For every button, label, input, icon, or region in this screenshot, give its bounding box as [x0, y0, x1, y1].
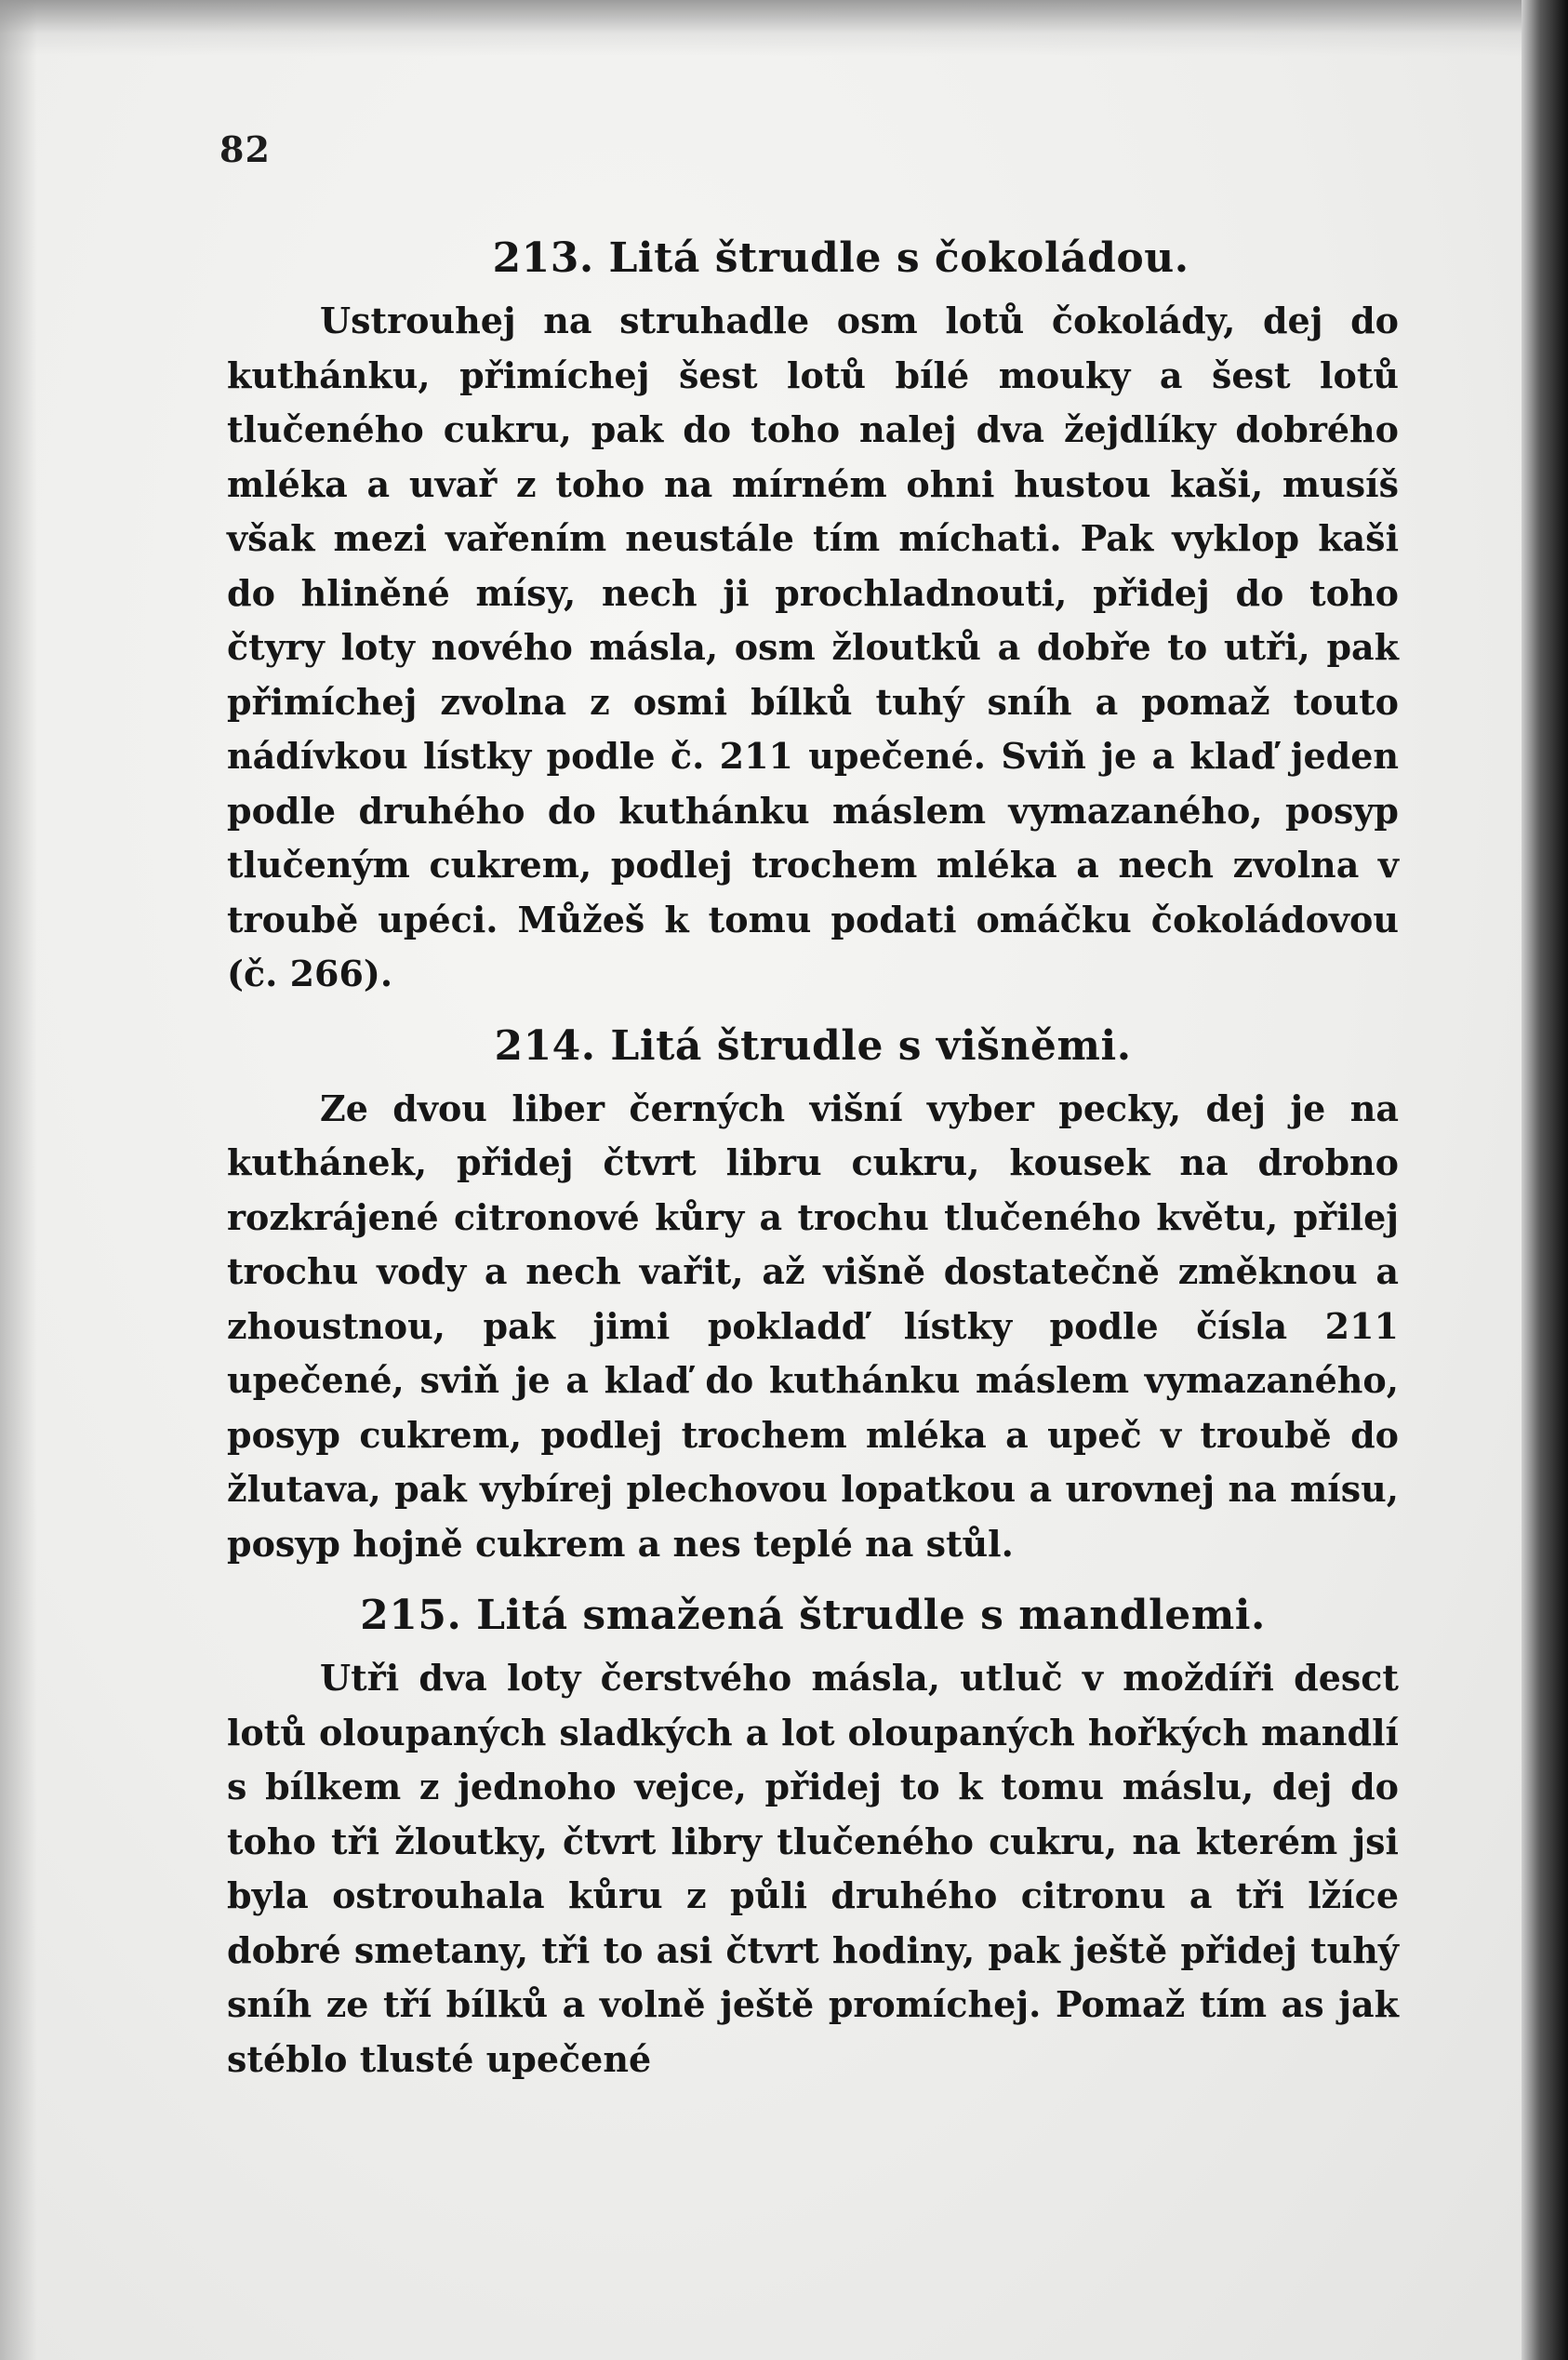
- page-content: [227, 231, 1399, 2103]
- page-right-edge-shadow: [1521, 0, 1568, 2360]
- recipe-215-text: Utři dva loty čerstvého másla, utluč v moždíři desct lotů oloupaných sladkých a lot oloupaných hořkých mandlí s bílkem z jednoho vejce, přidej to k tomu máslu, dej do toho tři žloutky, čtvrt libry tlučeného cukru, na kterém jsi byla ostrouhala kůru z půli druhého citronu a tři lžíce dobré smetany, tři to asi čtvrt hodiny, pak ještě přidej tuhý sníh ze tří bílků a volně ještě promíchej. Pomaž tím as jak stéblo tlusté upečené: [227, 1657, 1399, 2080]
- page-number: 82: [219, 128, 271, 170]
- recipe-214-title: 214. Litá štrudle s višněmi.: [494, 1021, 1132, 1070]
- recipe-215-title: 215. Litá smažená štrudle s mandlemi.: [360, 1592, 1266, 1639]
- recipe-213-title: 213. Litá štrudle s čokoládou.: [492, 234, 1189, 282]
- recipe-213-text: Ustrouhej na struhadle osm lotů čokolády, dej do kuthánku, přimíchej šest lotů bílé mouky a šest lotů tlučeného cukru, pak do toho nalej dva žejdlíky dobrého mléka a uvař z toho na mírném ohni hustou kaši, musíš však mezi vařením neustále tím míchati. Pak vyklop kaši do hliněné mísy, nech ji prochladnouti, přidej do toho čtyry loty nového másla, osm žloutků a dobře to utři, pak přimíchej zvolna z osmi bílků tuhý sníh a pomaž touto nádívkou lístky podle č. 211 upečené. Sviň je a klaď jeden podle druhého do kuthánku máslem vymazaného, posyp tlučeným cukrem, podlej trochem mléka a nech zvolna v troubě upéci. Můžeš k tomu podati omáčku čokoládovou (č. 266).: [227, 300, 1399, 994]
- recipe-214-text: Ze dvou liber černých višní vyber pecky, dej je na kuthánek, přidej čtvrt libru cukru, kousek na drobno rozkrájené citronové kůry a trochu tlučeného květu, přilej trochu vody a nech vařit, až višně dostatečně změknou a zhoustnou, pak jimi pokladď lístky podle čísla 211 upečené, sviň je a klaď do kuthánku máslem vymazaného, posyp cukrem, podlej trochem mléka a upeč v troubě do žlutava, pak vybírej plechovou lopatkou a urovnej na mísu, posyp hojně cukrem a nes teplé na stůl.: [227, 1087, 1399, 1565]
- page-left-shadow: [0, 0, 37, 2360]
- page-top-shadow: [0, 0, 1551, 56]
